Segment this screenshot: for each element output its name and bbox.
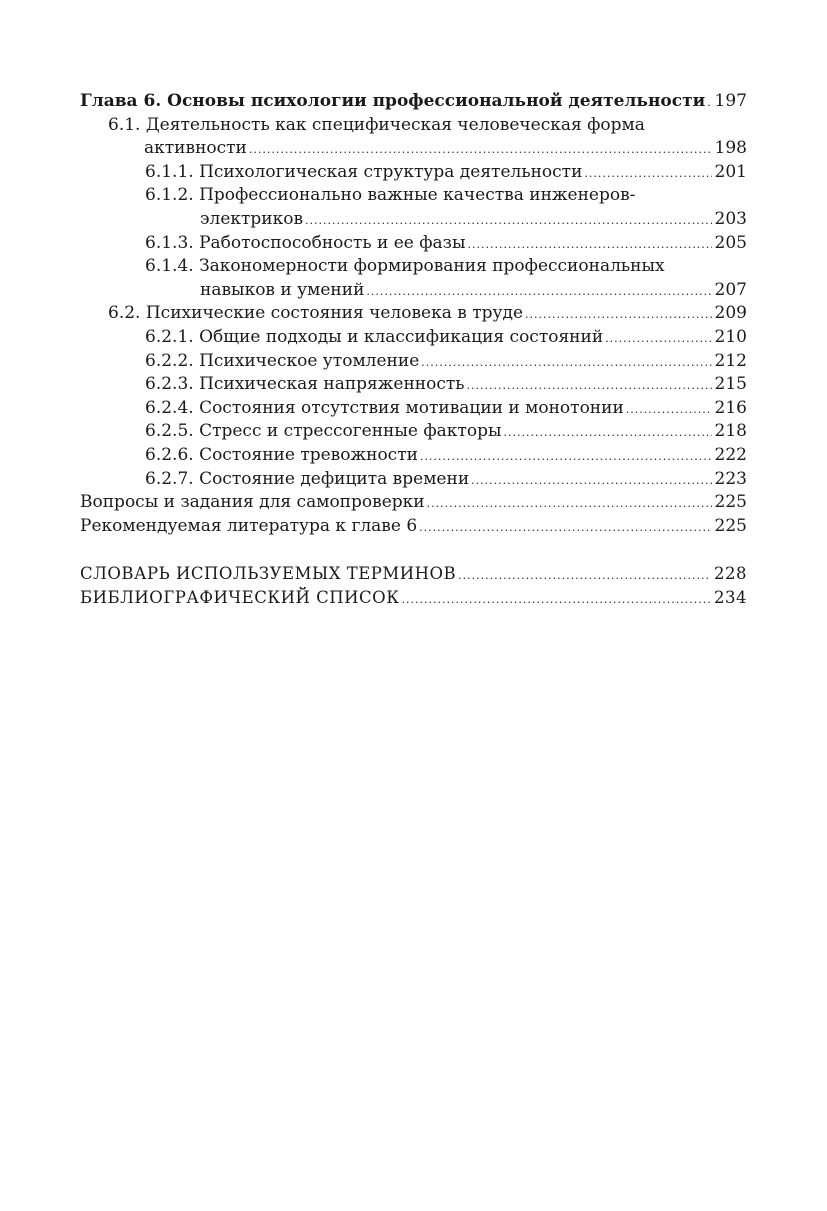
toc-page-number: 209 [714,303,747,324]
toc-entry-6-1-line1[interactable]: 6.1. Деятельность как специфическая человеческая форма [108,114,645,135]
toc-entry-6-1-4[interactable] [80,279,747,303]
section-gap [80,538,747,562]
toc-page-number: 218 [714,421,747,442]
dot-leader [626,398,712,422]
toc-entry-6-2-7[interactable] [80,468,747,492]
dot-leader [467,374,712,398]
dot-leader [419,516,711,540]
dot-leader [420,445,712,469]
toc-entry-label: 6.2.1. Общие подходы и классификация состояний [145,326,604,347]
dot-leader [401,588,711,612]
toc-entry-chapter-6[interactable] [80,90,747,114]
toc-entry-label: 6.2.6. Состояние тревожности [145,444,418,465]
toc-entry-label: Вопросы и задания для самопроверки [80,492,425,513]
toc-entry-label: активности [144,138,247,159]
toc-entry-bibliography[interactable] [80,586,747,610]
toc-entry-label: 6.2.5. Стресс и стрессогенные факторы [145,421,502,442]
toc-entry-label: Рекомендуемая литература к главе 6 [80,515,418,536]
dot-leader [458,564,711,588]
toc-page-number: 207 [714,279,747,300]
toc-entry-6-2-2[interactable] [80,350,747,374]
toc-page-number: 197 [714,91,747,111]
toc-entry-6-1-3[interactable] [80,232,747,256]
toc-entry-label: 6.2. Психические состояния человека в труде [108,303,524,324]
toc-entry-label: 6.2.4. Состояния отсутствия мотивации и монотонии [145,397,624,418]
toc-entry-label: Глава 6. Основы психологии профессиональной деятельности [80,91,706,111]
toc-entry-label: 6.2.7. Состояние дефицита времени [145,468,470,489]
toc-entry-label: 6.1.1. Психологическая структура деятельности [145,161,583,182]
toc-page-number: 225 [714,492,747,513]
toc-page-number: 205 [714,232,747,253]
dot-leader [305,209,711,233]
toc-page-number: 228 [714,564,747,584]
toc-entry-label: БИБЛИОГРАФИЧЕСКИЙ СПИСОК [80,587,400,607]
dot-leader [504,421,712,445]
toc-page-number: 198 [714,138,747,159]
toc-entry-6-1[interactable] [80,137,747,161]
toc-entry-6-1-4-line1[interactable]: 6.1.4. Закономерности формирования профессиональных [145,256,665,277]
toc-entry-literature[interactable] [80,515,747,539]
dot-leader [584,162,711,186]
toc-page-number: 225 [714,515,747,536]
dot-leader [605,327,711,351]
toc-entry-label: 6.1.3. Работоспособность и ее фазы [145,232,466,253]
toc-page-number: 216 [714,397,747,418]
toc-page-number: 223 [714,468,747,489]
toc-entry-6-1-2[interactable] [80,208,747,232]
toc-entry-6-2[interactable] [80,302,747,326]
toc-entry-6-1-1[interactable] [80,161,747,185]
toc-page-number: 201 [714,161,747,182]
toc-page-number: 222 [714,444,747,465]
toc-entry-label: 6.2.2. Психическое утомление [145,350,420,371]
toc-entry-6-2-6[interactable] [80,444,747,468]
toc-page-number: 234 [714,587,747,607]
dot-leader [427,492,712,516]
dot-leader [471,469,711,493]
dot-leader [467,233,711,257]
toc-entry-glossary[interactable] [80,562,747,586]
toc-entry-6-2-1[interactable] [80,326,747,350]
toc-page-number: 210 [714,326,747,347]
toc-entry-label: СЛОВАРЬ ИСПОЛЬЗУЕМЫХ ТЕРМИНОВ [80,564,457,584]
toc-entry-6-2-4[interactable] [80,397,747,421]
toc-entry-6-1-2-line1[interactable]: 6.1.2. Профессионально важные качества инженеров- [145,185,636,206]
toc-page-number: 212 [714,350,747,371]
dot-leader [525,303,712,327]
toc-entry-6-2-3[interactable] [80,373,747,397]
toc-entry-questions[interactable] [80,491,747,515]
table-of-contents [80,90,747,609]
toc-page-number: 215 [714,374,747,395]
dot-leader [249,138,712,162]
toc-page-number: 203 [714,208,747,229]
dot-leader [366,280,711,304]
toc-entry-label: электриков [200,208,304,229]
toc-entry-label: 6.2.3. Психическая напряженность [145,374,465,395]
toc-entry-6-2-5[interactable] [80,420,747,444]
toc-entry-label: навыков и умений [200,279,365,300]
dot-leader [421,351,711,375]
